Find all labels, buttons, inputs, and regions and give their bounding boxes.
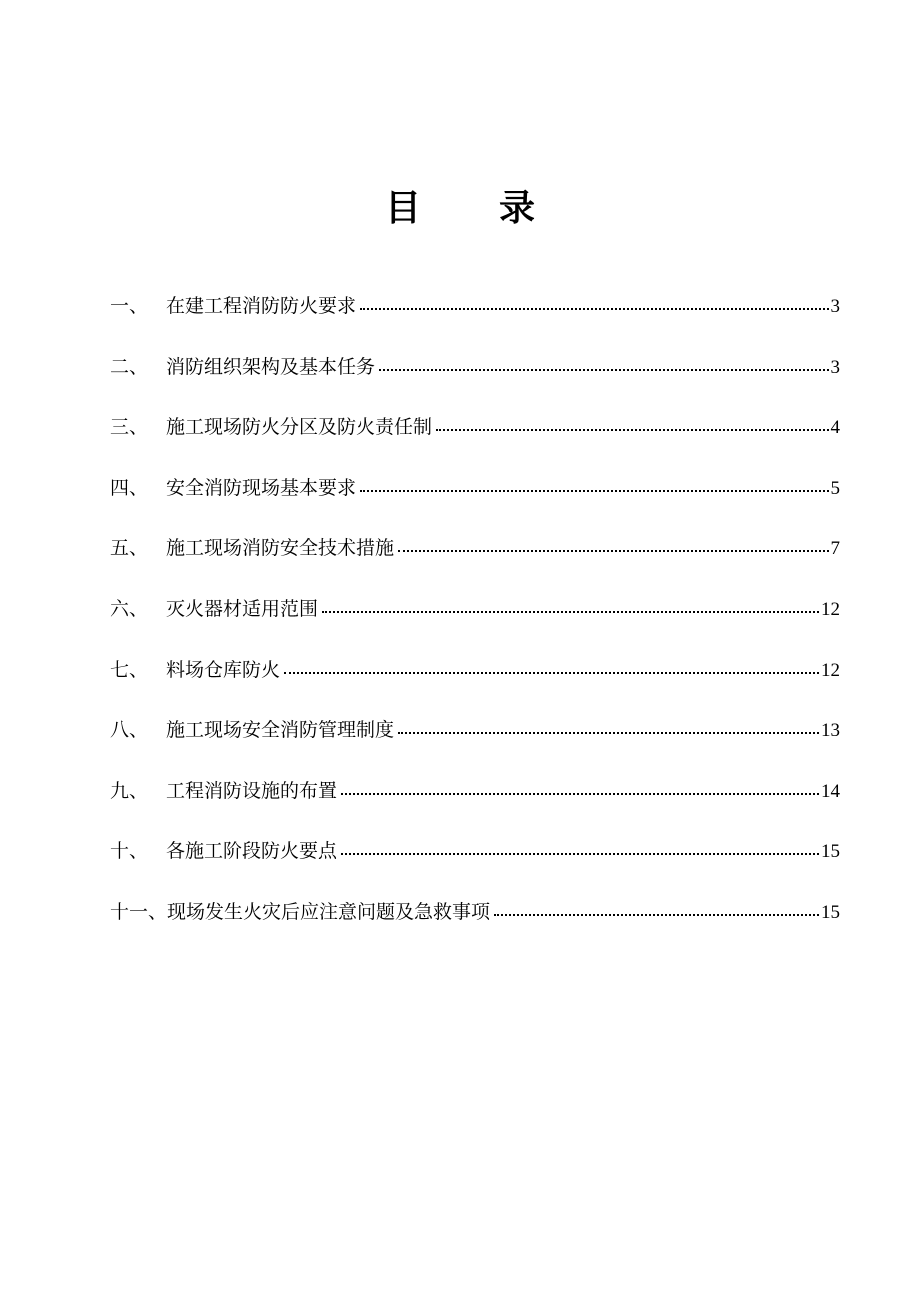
toc-entry-number: 六、	[110, 597, 149, 620]
toc-entry-page: 4	[830, 417, 840, 439]
toc-entry-number: 八、	[110, 719, 149, 742]
toc-entry-title: 安全消防现场基本要求	[166, 476, 357, 499]
toc-entry-4[interactable]	[110, 472, 840, 533]
toc-leader-dots	[360, 474, 828, 494]
toc-entry-5[interactable]	[110, 532, 840, 593]
page-title	[0, 184, 920, 234]
toc-entry-page: 3	[830, 356, 840, 378]
title-char-2: 录	[499, 188, 536, 229]
toc-entry-title: 现场发生火灾后应注意问题及急救事项	[167, 900, 491, 923]
toc-entry-page: 5	[830, 477, 840, 499]
toc-leader-dots	[341, 777, 819, 797]
toc-entry-2[interactable]	[110, 351, 840, 412]
toc-entry-3[interactable]	[110, 411, 840, 472]
toc-entry-number: 四、	[110, 476, 149, 499]
toc-entry-title: 施工现场安全消防管理制度	[166, 719, 395, 742]
toc-entry-number: 二、	[110, 355, 149, 378]
toc-entry-title: 在建工程消防防火要求	[166, 295, 357, 317]
toc-entry-1[interactable]	[110, 290, 840, 351]
toc-entry-title: 灭火器材适用范围	[166, 597, 319, 620]
toc-entry-title: 料场仓库防火	[166, 658, 281, 681]
toc-entry-title: 施工现场消防安全技术措施	[166, 537, 395, 560]
title-char-1: 目	[384, 188, 421, 229]
toc-entry-page: 14	[821, 780, 840, 802]
table-of-contents	[110, 290, 840, 957]
toc-leader-dots	[322, 595, 819, 615]
toc-leader-dots	[341, 837, 819, 857]
toc-entry-9[interactable]	[110, 775, 840, 836]
toc-entry-page: 7	[830, 538, 840, 560]
toc-entry-title: 消防组织架构及基本任务	[166, 355, 376, 378]
toc-leader-dots	[398, 534, 828, 554]
toc-entry-8[interactable]	[110, 714, 840, 775]
toc-entry-10[interactable]	[110, 835, 840, 896]
toc-entry-number: 十、	[110, 840, 149, 863]
toc-entry-page: 13	[821, 720, 840, 742]
toc-entry-title: 施工现场防火分区及防火责任制	[166, 416, 433, 439]
toc-entry-number: 十一、	[110, 900, 168, 923]
toc-entry-page: 12	[821, 659, 840, 681]
toc-entry-number: 九、	[110, 779, 149, 802]
toc-leader-dots	[494, 898, 819, 918]
toc-entry-title: 工程消防设施的布置	[166, 779, 338, 802]
toc-entry-page: 15	[821, 901, 840, 923]
toc-entry-6[interactable]	[110, 593, 840, 654]
toc-entry-title: 各施工阶段防火要点	[166, 840, 338, 863]
toc-entry-7[interactable]	[110, 654, 840, 715]
toc-entry-11[interactable]	[110, 896, 840, 957]
toc-entry-number: 一、	[110, 295, 149, 317]
toc-entry-page: 15	[821, 841, 840, 863]
toc-entry-number: 五、	[110, 537, 149, 560]
toc-entry-number: 七、	[110, 658, 149, 681]
toc-leader-dots	[284, 656, 819, 676]
toc-entry-page: 12	[821, 598, 840, 620]
toc-leader-dots	[360, 292, 828, 312]
toc-leader-dots	[436, 413, 828, 433]
toc-entry-page: 3	[830, 296, 840, 317]
toc-entry-number: 三、	[110, 416, 149, 439]
toc-leader-dots	[398, 716, 819, 736]
toc-leader-dots	[379, 353, 828, 373]
